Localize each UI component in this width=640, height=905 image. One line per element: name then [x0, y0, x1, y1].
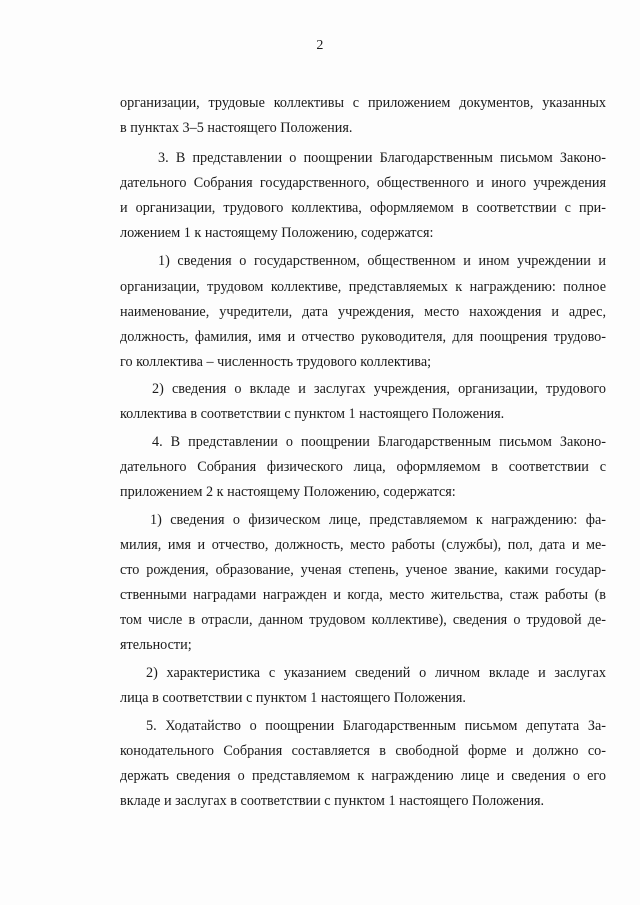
text-line: го коллектива – численность трудового коллектива;	[120, 354, 432, 370]
text-line: 1) сведения о государственном, общественном и ином учреждении и	[158, 253, 606, 269]
page-number: 2	[316, 38, 324, 53]
text-line: 4. В представлении о поощрении Благодарственным письмом Законо-	[152, 434, 606, 450]
text-line: коллектива в соответствии с пунктом 1 настоящего Положения.	[120, 406, 505, 422]
text-line: 5. Ходатайство о поощрении Благодарственным письмом депутата За-	[146, 718, 606, 734]
text-line: 1) сведения о физическом лице, представляемом к награждению: фа-	[150, 512, 606, 528]
text-line: 2) сведения о вкладе и заслугах учреждения, организации, трудового	[152, 381, 606, 397]
text-line: милия, имя и отчество, должность, место работы (службы), пол, дата и ме-	[120, 537, 606, 553]
text-line: в пунктах 3–5 настоящего Положения.	[120, 120, 353, 136]
text-line: сто рождения, образование, ученая степень, ученое звание, какими государ-	[120, 562, 606, 578]
text-line: дательного Собрания государственного, общественного и иного учреждения	[120, 175, 606, 191]
text-line: ятельности;	[120, 637, 192, 653]
text-line: должность, фамилия, имя и отчество руководителя, для поощрения трудово-	[120, 329, 606, 345]
text-line: конодательного Собрания составляется в свободной форме и должно со-	[120, 743, 606, 759]
text-line: наименование, учредители, дата учреждения, место нахождения и адрес,	[120, 304, 606, 320]
text-line: приложением 2 к настоящему Положению, содержатся:	[120, 484, 456, 500]
text-line: 2) характеристика с указанием сведений о личном вкладе и заслугах	[146, 665, 606, 681]
text-line: лица в соответствии с пунктом 1 настоящего Положения.	[120, 690, 466, 706]
text-line: и организации, трудового коллектива, оформляемом в соответствии с при-	[120, 200, 606, 216]
text-line: ственными наградами награжден и когда, место жительства, стаж работы (в	[120, 587, 606, 603]
text-line: том числе в отрасли, данном трудовом коллективе), сведения о трудовой де-	[120, 612, 606, 628]
text-line: организации, трудовые коллективы с приложением документов, указанных	[120, 95, 606, 111]
text-line: 3. В представлении о поощрении Благодарственным письмом Законо-	[158, 150, 606, 166]
text-line: вкладе и заслугах в соответствии с пунктом 1 настоящего Положения.	[120, 793, 545, 809]
text-line: держать сведения о представляемом к награждению лице и сведения о его	[120, 768, 606, 784]
text-line: организации, трудовом коллективе, представляемых к награждению: полное	[120, 279, 606, 295]
text-line: ложением 1 к настоящему Положению, содержатся:	[120, 225, 434, 241]
text-line: дательного Собрания физического лица, оформляемом в соответствии с	[120, 459, 606, 475]
